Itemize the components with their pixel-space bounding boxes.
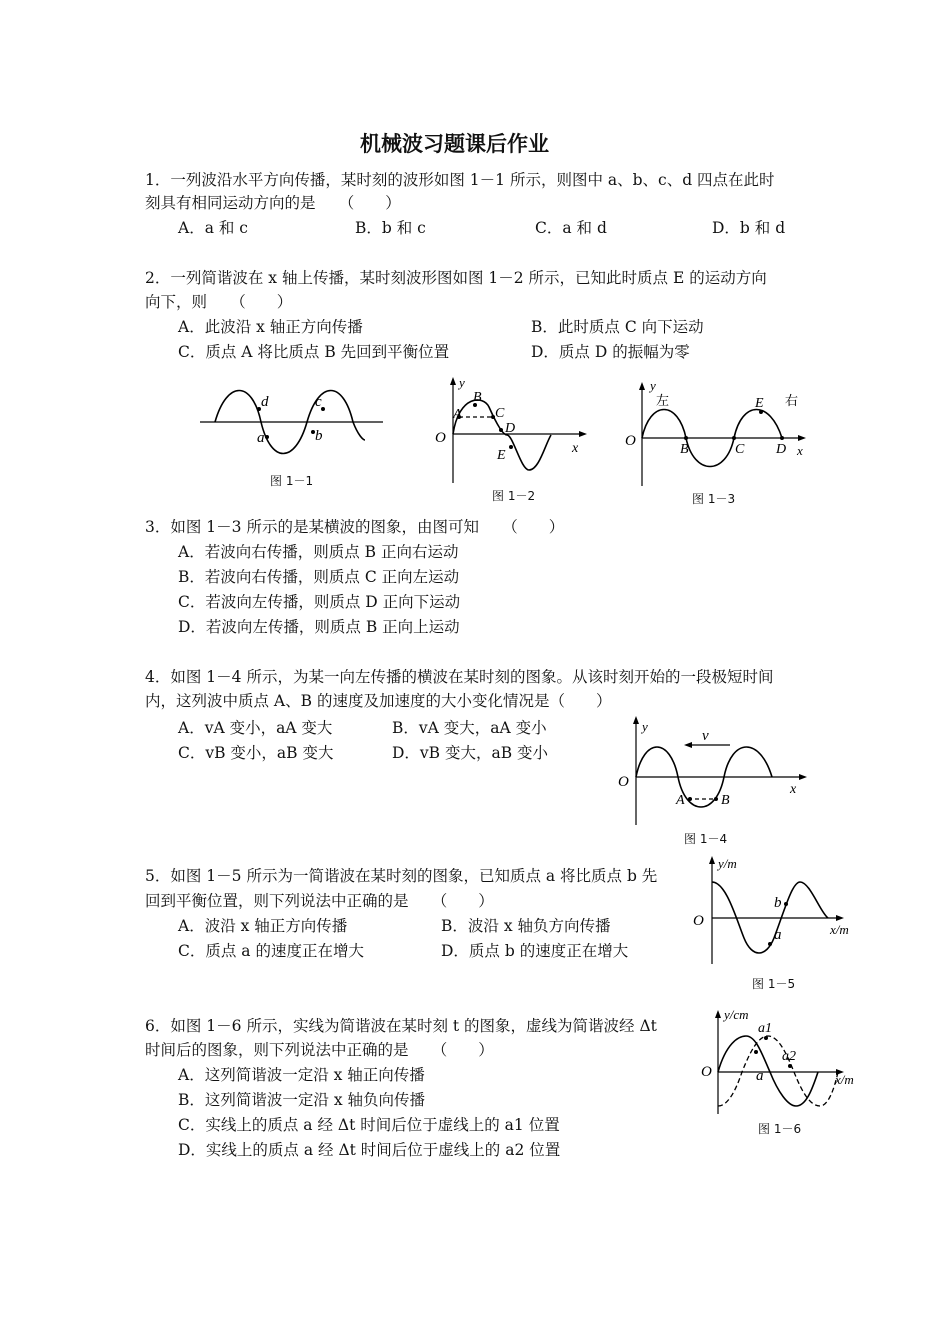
q2-stem-line2: 向下，则 （ ） <box>145 293 293 311</box>
q4-option-c: C．vB 变小，aB 变大 <box>178 744 334 762</box>
label-O: O <box>618 774 629 790</box>
q6-stem-line2: 时间后的图象，则下列说法中正确的是 （ ） <box>145 1041 494 1059</box>
label-d: d <box>261 394 269 410</box>
q5-stem-line1: 5．如图 1－5 所示为一简谐波在某时刻的图象，已知质点 a 将比质点 b 先 <box>145 867 658 885</box>
figure-1-6-caption: 图 1－6 <box>758 1122 802 1136</box>
label-C: C <box>735 442 745 457</box>
label-b: b <box>315 428 323 444</box>
label-a1: a1 <box>758 1021 772 1036</box>
q5-option-b: B．波沿 x 轴负方向传播 <box>441 917 611 935</box>
label-right: 右 <box>785 393 799 408</box>
label-a: a <box>257 430 265 446</box>
figure-1-5-caption: 图 1－5 <box>752 977 796 991</box>
q4-option-b: B．vA 变大，aA 变小 <box>392 719 547 737</box>
q1-stem-line2: 刻具有相同运动方向的是 （ ） <box>145 194 401 212</box>
label-y: y <box>642 719 648 734</box>
point-a <box>265 435 269 439</box>
q2-option-c: C．质点 A 将比质点 B 先回到平衡位置 <box>178 343 450 361</box>
label-x: x <box>790 782 797 797</box>
q5-option-d: D．质点 b 的速度正在增大 <box>441 942 629 960</box>
label-x: x <box>572 441 579 456</box>
label-B: B <box>680 442 689 457</box>
q3-option-a: A．若波向右传播，则质点 B 正向右运动 <box>178 543 459 561</box>
label-O: O <box>435 430 446 446</box>
label-a: a <box>756 1068 764 1084</box>
label-left: 左 <box>656 393 670 408</box>
figure-1-3-caption: 图 1－3 <box>692 492 736 506</box>
figure-1-1-caption: 图 1－1 <box>270 474 314 488</box>
figure-1-5 <box>688 852 858 967</box>
figure-1-3 <box>620 378 810 488</box>
label-a: a <box>774 927 782 943</box>
q2-stem-line1: 2．一列简谐波在 x 轴上传播，某时刻波形图如图 1－2 所示，已知此时质点 E 的运动方向 <box>145 269 767 287</box>
q1-stem-line1: 1．一列波沿水平方向传播，某时刻的波形如图 1－1 所示，则图中 a、b、c、d 四点在此时 <box>145 171 775 189</box>
point-a <box>768 942 772 946</box>
label-O: O <box>693 913 704 929</box>
q2-option-a: A．此波沿 x 轴正方向传播 <box>178 318 363 336</box>
label-D: D <box>776 442 787 457</box>
label-O: O <box>625 433 636 449</box>
q1-option-d: D．b 和 d <box>712 219 786 237</box>
q6-stem-line1: 6．如图 1－6 所示，实线为简谐波在某时刻 t 的图象，虚线为简谐波经 Δt <box>145 1017 657 1035</box>
q3-option-b: B．若波向右传播，则质点 C 正向左运动 <box>178 568 460 586</box>
q4-option-d: D．vB 变大，aB 变小 <box>392 744 549 762</box>
q1-option-b: B．b 和 c <box>355 219 426 237</box>
q1-option-a: A．a 和 c <box>178 219 248 237</box>
label-B: B <box>473 390 482 405</box>
label-y: y <box>650 378 656 393</box>
q6-option-c: C．实线上的质点 a 经 Δt 时间后位于虚线上的 a1 位置 <box>178 1116 560 1134</box>
label-E: E <box>497 448 506 463</box>
q2-option-d: D．质点 D 的振幅为零 <box>531 343 690 361</box>
label-y: y <box>459 375 465 390</box>
figure-1-2 <box>425 375 590 485</box>
page-title: 机械波习题课后作业 <box>360 132 549 156</box>
label-A: A <box>676 793 685 808</box>
q6-option-d: D．实线上的质点 a 经 Δt 时间后位于虚线上的 a2 位置 <box>178 1141 561 1159</box>
label-C: C <box>495 406 505 421</box>
q1-option-c: C．a 和 d <box>535 219 607 237</box>
label-x: x <box>797 443 803 458</box>
q2-option-b: B．此时质点 C 向下运动 <box>531 318 704 336</box>
label-E: E <box>755 396 764 411</box>
label-O: O <box>701 1064 712 1080</box>
label-B: B <box>721 793 730 808</box>
label-c: c <box>315 394 322 410</box>
q5-stem-line2: 回到平衡位置，则下列说法中正确的是 （ ） <box>145 892 494 910</box>
figure-1-4-caption: 图 1－4 <box>684 832 728 846</box>
figure-1-2-caption: 图 1－2 <box>492 489 536 503</box>
q3-option-d: D．若波向左传播，则质点 B 正向上运动 <box>178 618 460 636</box>
dashed-wave <box>718 1036 838 1106</box>
label-y: y/m <box>718 856 737 871</box>
q3-stem: 3．如图 1－3 所示的是某横波的图象，由图可知 （ ） <box>145 518 565 536</box>
figure-1-6 <box>698 1004 863 1116</box>
label-a2: a2 <box>782 1049 796 1064</box>
label-D: D <box>505 421 516 436</box>
figure-1-1 <box>195 385 390 460</box>
q4-option-a: A．vA 变小，aA 变大 <box>178 719 333 737</box>
q5-option-c: C．质点 a 的速度正在增大 <box>178 942 364 960</box>
label-b: b <box>774 895 782 911</box>
label-y: y/cm <box>724 1007 749 1022</box>
q6-option-a: A．这列简谐波一定沿 x 轴正向传播 <box>178 1066 425 1084</box>
label-x: x/m <box>835 1072 854 1087</box>
solid-wave <box>718 1036 818 1106</box>
label-v: v <box>702 728 709 744</box>
q3-option-c: C．若波向左传播，则质点 D 正向下运动 <box>178 593 461 611</box>
q6-option-b: B．这列简谐波一定沿 x 轴负向传播 <box>178 1091 425 1109</box>
point-b <box>784 902 788 906</box>
label-A: A <box>453 407 462 422</box>
q4-stem-line1: 4．如图 1－4 所示，为某一向左传播的横波在某时刻的图象。从该时刻开始的一段极短时间 <box>145 668 774 686</box>
figure-1-4 <box>612 713 807 828</box>
q5-option-a: A．波沿 x 轴正方向传播 <box>178 917 348 935</box>
label-x: x/m <box>830 922 849 937</box>
q4-stem-line2: 内，这列波中质点 A、B 的速度及加速度的大小变化情况是（ ） <box>145 692 612 710</box>
